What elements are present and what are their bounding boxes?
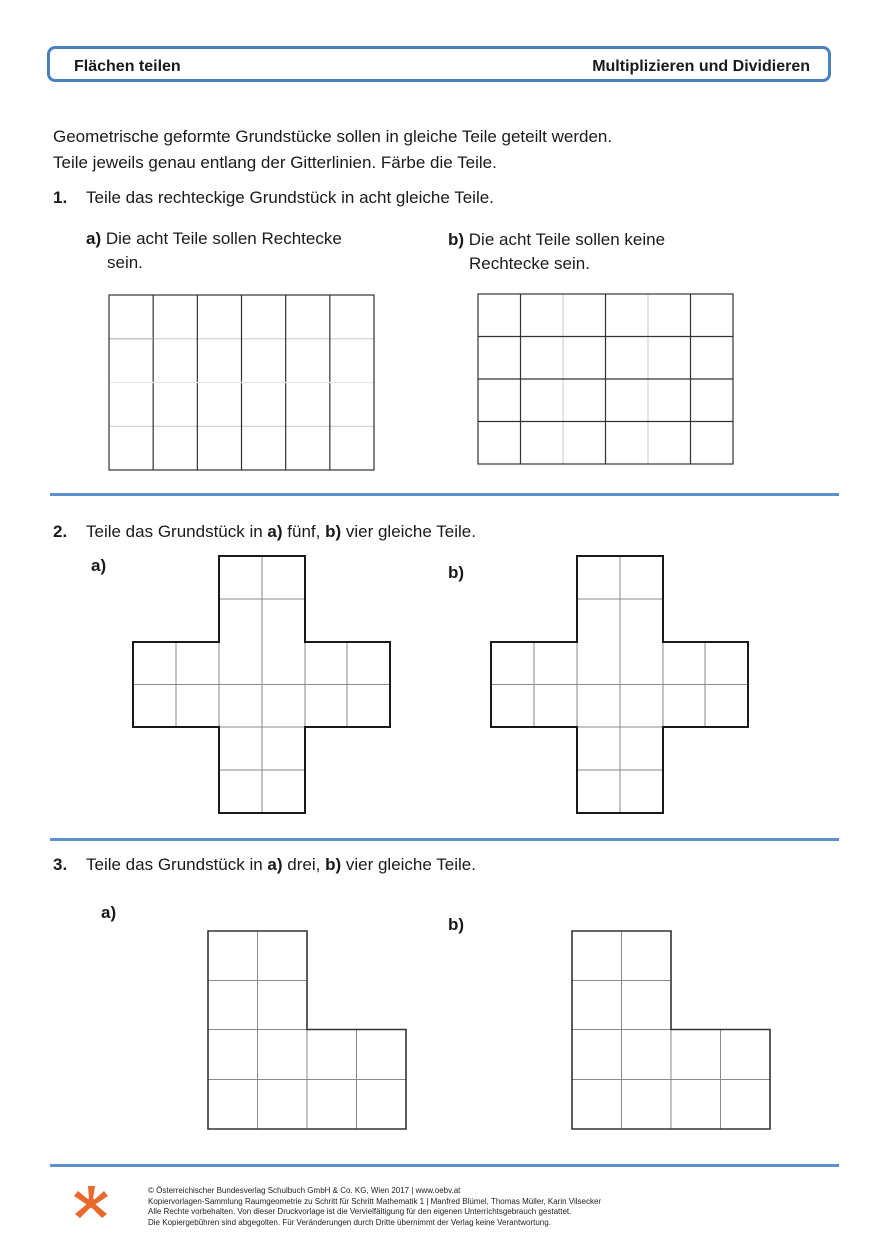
- q3-a-l-shape-grid: [207, 930, 409, 1132]
- q2-b-cross-grid: [490, 555, 752, 817]
- q1-text: Teile das rechteckige Grundstück in acht gleiche Teile.: [86, 188, 494, 207]
- section-divider-1: [50, 493, 839, 496]
- q2-b-label: b): [448, 563, 465, 582]
- header-box: [47, 46, 831, 82]
- q1-a-grid: [108, 294, 376, 472]
- q1-heading: [53, 188, 67, 208]
- page-title: Flächen teilen: [74, 58, 181, 75]
- chapter-title: Multiplizieren und Dividieren: [592, 58, 810, 75]
- q2-a-inline: a): [267, 522, 283, 541]
- q2-text-part1: Teile das Grundstück in: [86, 522, 268, 541]
- q2-a-label: a): [91, 556, 107, 575]
- q1-number: 1.: [53, 188, 68, 207]
- q3-text-part1: Teile das Grundstück in: [86, 855, 268, 874]
- q1-b-grid: [477, 293, 735, 466]
- q3-b-l-shape-grid: [571, 930, 773, 1132]
- oebv-logo-icon: [72, 1184, 110, 1222]
- q2-text-part2: fünf,: [282, 522, 326, 541]
- q3-heading: [53, 855, 67, 875]
- intro-line-1: Geometrische geformte Grundstücke sollen in gleiche Teile geteilt werden.: [53, 127, 613, 146]
- footer-line-3: Alle Rechte vorbehalten. Von dieser Druckvorlage ist die Vervielfältigung für den eigenen Unterrichtsgebrauch gestattet.: [148, 1207, 572, 1216]
- q2-text: [86, 522, 476, 542]
- q3-a-label: a): [101, 903, 117, 922]
- footer-line-1: © Österreichischer Bundesverlag Schulbuch GmbH & Co. KG, Wien 2017 | www.oebv.at: [148, 1186, 461, 1195]
- q2-b-inline: b): [325, 522, 342, 541]
- intro-line-2: Teile jeweils genau entlang der Gitterlinien. Färbe die Teile.: [53, 153, 497, 172]
- q3-b-inline: b): [325, 855, 342, 874]
- q1-a-line2: sein.: [107, 253, 143, 272]
- footer-line-4: Die Kopiergebühren sind abgegolten. Für Veränderungen durch Dritte übernimmt der Verlag keine Verantwortung.: [148, 1217, 551, 1227]
- q1-b-label: b): [448, 230, 465, 249]
- q1-a-line1: Die acht Teile sollen Rechtecke: [105, 229, 342, 248]
- footer-line-2: Kopiervorlagen-Sammlung Raumgeometrie zu Schritt für Schritt Mathematik 1 | Manfred Blümel, Thomas Müller, Karin Vilsecker: [148, 1196, 602, 1206]
- q1-a-label: a): [86, 229, 102, 248]
- footer-divider: [50, 1164, 839, 1167]
- q3-number: 3.: [53, 855, 68, 874]
- q3-text-part2: drei,: [282, 855, 326, 874]
- intro-text: [53, 124, 612, 176]
- q2-a-cross-grid: [132, 555, 394, 817]
- q3-b-label: b): [448, 915, 465, 934]
- q1-b-line1: Die acht Teile sollen keine: [468, 230, 666, 249]
- q3-text: [86, 855, 476, 875]
- q1-a-text: [86, 227, 342, 275]
- q3-a-inline: a): [267, 855, 283, 874]
- section-divider-2: [50, 838, 839, 841]
- q2-text-part3: vier gleiche Teile.: [341, 522, 476, 541]
- q1-b-line2: Rechtecke sein.: [469, 254, 590, 273]
- q2-number: 2.: [53, 522, 68, 541]
- q3-text-part3: vier gleiche Teile.: [341, 855, 476, 874]
- q1-b-text: [448, 228, 665, 276]
- q2-heading: [53, 522, 67, 542]
- footer-text: [148, 1186, 601, 1228]
